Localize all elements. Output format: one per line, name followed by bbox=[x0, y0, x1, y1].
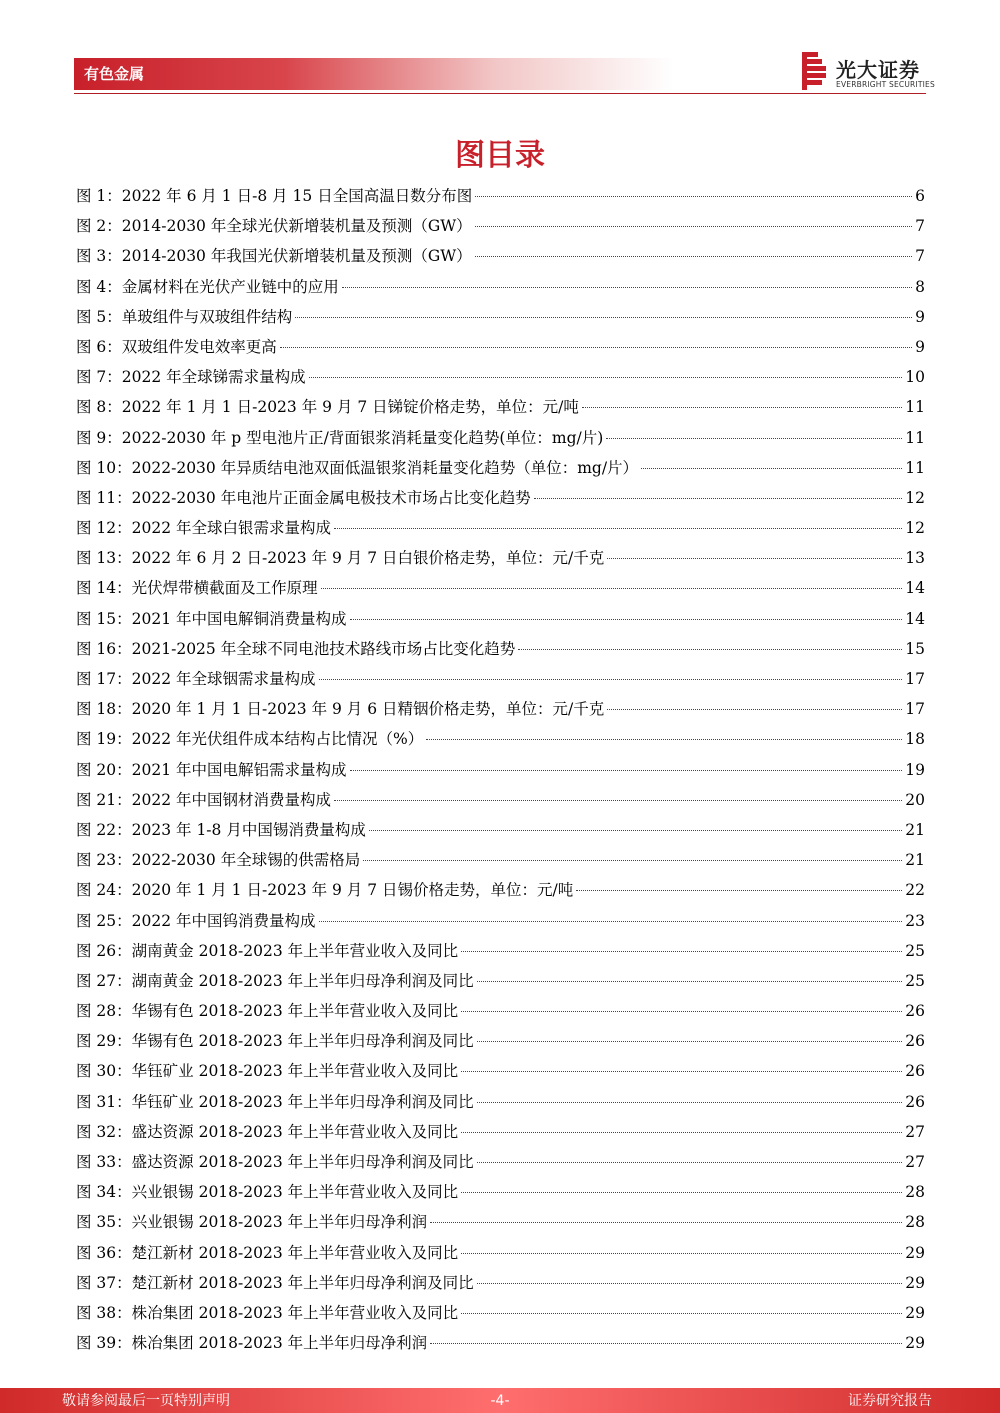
toc-entry[interactable] bbox=[76, 1268, 925, 1298]
toc-entry-title[interactable]: 图 13：2022 年 6 月 2 日-2023 年 9 月 7 日白银价格走势，单位：元/千克 bbox=[76, 549, 605, 568]
toc-dot-leader bbox=[295, 317, 912, 318]
toc-dot-leader bbox=[430, 1343, 902, 1344]
toc-entry[interactable] bbox=[76, 755, 925, 785]
toc-entry-page[interactable]: 18 bbox=[905, 730, 925, 749]
toc-entry[interactable] bbox=[76, 241, 925, 271]
toc-entry[interactable] bbox=[76, 362, 925, 392]
toc-dot-leader bbox=[334, 800, 902, 801]
toc-entry-page[interactable]: 29 bbox=[905, 1334, 925, 1353]
toc-entry-title[interactable]: 图 16：2021-2025 年全球不同电池技术路线市场占比变化趋势 bbox=[76, 639, 516, 658]
toc-dot-leader bbox=[369, 830, 902, 831]
toc-entry[interactable] bbox=[76, 966, 925, 996]
logo-text-cn: 光大证券 bbox=[836, 58, 920, 82]
section-label: 有色金属 bbox=[84, 65, 145, 83]
toc-entry[interactable] bbox=[76, 483, 925, 513]
toc-dot-leader bbox=[461, 951, 902, 952]
toc-entry[interactable] bbox=[76, 694, 925, 724]
toc-entry-page[interactable]: 12 bbox=[905, 519, 925, 538]
toc-entry-title[interactable]: 图 28：华锡有色 2018-2023 年上半年营业收入及同比 bbox=[76, 1002, 459, 1021]
toc-entry-title[interactable]: 图 4：金属材料在光伏产业链中的应用 bbox=[76, 277, 339, 296]
toc-entry[interactable] bbox=[76, 272, 925, 302]
toc-entry[interactable] bbox=[76, 845, 925, 875]
toc-entry-title[interactable]: 图 21：2022 年中国钢材消费量构成 bbox=[76, 790, 332, 809]
toc-dot-leader bbox=[426, 739, 902, 740]
toc-dot-leader bbox=[475, 256, 912, 257]
toc-entry-title[interactable]: 图 35：兴业银锡 2018-2023 年上半年归母净利润 bbox=[76, 1213, 428, 1232]
toc-entry-title[interactable]: 图 7：2022 年全球锑需求量构成 bbox=[76, 368, 306, 387]
toc-entry-title[interactable]: 图 2：2014-2030 年全球光伏新增装机量及预测（GW） bbox=[76, 217, 472, 236]
toc-entry-page[interactable]: 11 bbox=[905, 458, 925, 477]
toc-entry-title[interactable]: 图 6：双玻组件发电效率更高 bbox=[76, 337, 277, 356]
page-title: 图目录 bbox=[455, 138, 545, 173]
toc-entry-title[interactable]: 图 10：2022-2030 年异质结电池双面低温银浆消耗量变化趋势（单位：mg/片） bbox=[76, 458, 639, 477]
toc-entry[interactable] bbox=[76, 936, 925, 966]
toc-entry-page[interactable]: 13 bbox=[905, 549, 925, 568]
toc-dot-leader bbox=[319, 921, 903, 922]
toc-entry-page[interactable]: 11 bbox=[905, 398, 925, 417]
toc-dot-leader bbox=[342, 287, 912, 288]
toc-entry-title[interactable]: 图 30：华钰矿业 2018-2023 年上半年营业收入及同比 bbox=[76, 1062, 459, 1081]
toc-entry-page[interactable]: 6 bbox=[915, 187, 925, 205]
toc-entry[interactable] bbox=[76, 513, 925, 543]
toc-dot-leader bbox=[350, 770, 903, 771]
toc-entry-page[interactable]: 28 bbox=[905, 1183, 925, 1202]
toc-entry-title[interactable]: 图 12：2022 年全球白银需求量构成 bbox=[76, 519, 332, 538]
toc-entry-title[interactable]: 图 20：2021 年中国电解铝需求量构成 bbox=[76, 760, 347, 779]
toc-entry-page[interactable]: 8 bbox=[915, 277, 925, 296]
toc-entry[interactable] bbox=[76, 1328, 925, 1358]
toc-dot-leader bbox=[461, 1071, 902, 1072]
toc-entry[interactable] bbox=[76, 1087, 925, 1117]
toc-dot-leader bbox=[477, 981, 903, 982]
toc-entry-page[interactable]: 11 bbox=[905, 428, 925, 447]
toc-dot-leader bbox=[475, 226, 912, 227]
figure-toc-list bbox=[76, 181, 925, 1358]
toc-entry[interactable] bbox=[76, 604, 925, 634]
toc-entry-title[interactable]: 图 33：盛达资源 2018-2023 年上半年归母净利润及同比 bbox=[76, 1153, 474, 1171]
toc-entry[interactable] bbox=[76, 211, 925, 241]
toc-entry[interactable] bbox=[76, 573, 925, 603]
toc-entry-page[interactable]: 26 bbox=[905, 1002, 925, 1021]
footer-disclaimer: 敬请参阅最后一页特别声明 bbox=[62, 1393, 230, 1409]
toc-entry-page[interactable]: 28 bbox=[905, 1213, 925, 1232]
toc-dot-leader bbox=[321, 588, 903, 589]
toc-dot-leader bbox=[477, 1102, 903, 1103]
toc-entry[interactable] bbox=[76, 1117, 925, 1147]
toc-entry-title[interactable]: 图 8：2022 年 1 月 1 日-2023 年 9 月 7 日锑锭价格走势，单位：元/吨 bbox=[76, 398, 579, 417]
toc-entry-page[interactable]: 23 bbox=[905, 911, 925, 930]
toc-entry-title[interactable]: 图 32：盛达资源 2018-2023 年上半年营业收入及同比 bbox=[76, 1122, 459, 1141]
toc-entry-title[interactable]: 图 36：楚江新材 2018-2023 年上半年营业收入及同比 bbox=[76, 1243, 459, 1262]
toc-entry-title[interactable]: 图 14：光伏焊带横截面及工作原理 bbox=[76, 579, 318, 598]
toc-entry-page[interactable]: 26 bbox=[905, 1062, 925, 1081]
toc-entry-page[interactable]: 29 bbox=[905, 1273, 925, 1292]
toc-dot-leader bbox=[461, 1132, 902, 1133]
toc-entry[interactable] bbox=[76, 392, 925, 422]
toc-entry-title[interactable]: 图 24：2020 年 1 月 1 日-2023 年 9 月 7 日锡价格走势，单位：元/吨 bbox=[76, 881, 574, 900]
toc-entry[interactable] bbox=[76, 875, 925, 905]
toc-dot-leader bbox=[334, 528, 902, 529]
toc-entry-title[interactable]: 图 27：湖南黄金 2018-2023 年上半年归母净利润及同比 bbox=[76, 971, 474, 990]
header-rule bbox=[74, 93, 926, 94]
toc-entry[interactable] bbox=[76, 1238, 925, 1268]
toc-entry-page[interactable]: 27 bbox=[905, 1122, 925, 1141]
toc-entry-title[interactable]: 图 1：2022 年 6 月 1 日-8 月 15 日全国高温日数分布图 bbox=[76, 187, 473, 205]
toc-entry-page[interactable]: 14 bbox=[905, 609, 925, 628]
toc-entry-title[interactable]: 图 17：2022 年全球铟需求量构成 bbox=[76, 670, 316, 688]
toc-entry-page[interactable]: 7 bbox=[915, 217, 925, 236]
toc-entry-page[interactable]: 9 bbox=[915, 337, 925, 356]
toc-entry-page[interactable]: 7 bbox=[915, 247, 925, 266]
toc-entry-page[interactable]: 17 bbox=[905, 670, 925, 688]
toc-dot-leader bbox=[477, 1283, 903, 1284]
toc-entry[interactable] bbox=[76, 785, 925, 815]
toc-entry-page[interactable]: 25 bbox=[905, 941, 925, 960]
toc-entry[interactable] bbox=[76, 1298, 925, 1328]
toc-dot-leader bbox=[309, 377, 903, 378]
toc-entry-title[interactable]: 图 11：2022-2030 年电池片正面金属电极技术市场占比变化趋势 bbox=[76, 488, 531, 507]
toc-entry-page[interactable]: 21 bbox=[905, 820, 925, 839]
toc-dot-leader bbox=[534, 498, 903, 499]
toc-entry[interactable] bbox=[76, 724, 925, 754]
toc-entry-title[interactable]: 图 34：兴业银锡 2018-2023 年上半年营业收入及同比 bbox=[76, 1183, 459, 1202]
toc-entry[interactable] bbox=[76, 423, 925, 453]
toc-entry-title[interactable]: 图 19：2022 年光伏组件成本结构占比情况（%） bbox=[76, 730, 424, 749]
toc-entry-title[interactable]: 图 18：2020 年 1 月 1 日-2023 年 9 月 6 日精铟价格走势，单位：元/千克 bbox=[76, 700, 605, 719]
toc-entry-title[interactable]: 图 31：华钰矿业 2018-2023 年上半年归母净利润及同比 bbox=[76, 1092, 474, 1111]
toc-dot-leader bbox=[576, 890, 902, 891]
toc-entry[interactable] bbox=[76, 543, 925, 573]
toc-dot-leader bbox=[475, 196, 912, 197]
toc-entry-page[interactable]: 14 bbox=[905, 579, 925, 598]
toc-entry-page[interactable]: 27 bbox=[905, 1153, 925, 1171]
toc-entry-page[interactable]: 29 bbox=[905, 1243, 925, 1262]
toc-dot-leader bbox=[641, 468, 902, 469]
toc-dot-leader bbox=[430, 1222, 902, 1223]
toc-entry[interactable] bbox=[76, 906, 925, 936]
toc-entry[interactable] bbox=[76, 634, 925, 664]
toc-entry-title[interactable]: 图 23：2022-2030 年全球锡的供需格局 bbox=[76, 851, 361, 870]
toc-entry-page[interactable]: 29 bbox=[905, 1303, 925, 1322]
toc-entry[interactable] bbox=[76, 996, 925, 1026]
toc-entry-page[interactable]: 19 bbox=[905, 760, 925, 779]
toc-entry-title[interactable]: 图 26：湖南黄金 2018-2023 年上半年营业收入及同比 bbox=[76, 941, 459, 960]
toc-dot-leader bbox=[582, 407, 902, 408]
toc-dot-leader bbox=[607, 558, 902, 559]
toc-dot-leader bbox=[461, 1192, 902, 1193]
toc-entry-page[interactable]: 26 bbox=[905, 1032, 925, 1051]
toc-entry-page[interactable]: 15 bbox=[905, 639, 925, 658]
toc-entry[interactable] bbox=[76, 1026, 925, 1056]
toc-entry-title[interactable]: 图 9：2022-2030 年 p 型电池片正/背面银浆消耗量变化趋势(单位：mg/片) bbox=[76, 428, 604, 447]
toc-entry[interactable] bbox=[76, 1177, 925, 1207]
page-number: -4- bbox=[490, 1393, 510, 1409]
toc-entry-page[interactable]: 17 bbox=[905, 700, 925, 719]
toc-entry-title[interactable]: 图 22：2023 年 1-8 月中国锡消费量构成 bbox=[76, 820, 366, 839]
logo-text-en: EVERBRIGHT SECURITIES bbox=[836, 80, 935, 89]
toc-dot-leader bbox=[461, 1313, 902, 1314]
toc-dot-leader bbox=[350, 619, 903, 620]
toc-dot-leader bbox=[606, 438, 902, 439]
toc-dot-leader bbox=[280, 347, 912, 348]
everbright-logo-icon bbox=[800, 52, 830, 90]
toc-entry-page[interactable]: 22 bbox=[905, 881, 925, 900]
toc-entry[interactable] bbox=[76, 453, 925, 483]
toc-dot-leader bbox=[477, 1162, 903, 1163]
toc-dot-leader bbox=[461, 1011, 902, 1012]
toc-entry-page[interactable]: 26 bbox=[905, 1092, 925, 1111]
toc-entry[interactable] bbox=[76, 815, 925, 845]
toc-entry[interactable] bbox=[76, 1056, 925, 1086]
toc-entry[interactable] bbox=[76, 1207, 925, 1237]
toc-dot-leader bbox=[363, 860, 902, 861]
header-band bbox=[74, 58, 674, 90]
toc-dot-leader bbox=[607, 709, 902, 710]
toc-entry-page[interactable]: 25 bbox=[905, 971, 925, 990]
toc-entry[interactable] bbox=[76, 664, 925, 694]
toc-dot-leader bbox=[461, 1253, 902, 1254]
toc-entry[interactable] bbox=[76, 1147, 925, 1177]
toc-entry-page[interactable]: 10 bbox=[905, 368, 925, 387]
toc-entry[interactable] bbox=[76, 332, 925, 362]
toc-entry-page[interactable]: 20 bbox=[905, 790, 925, 809]
toc-entry-title[interactable]: 图 25：2022 年中国钨消费量构成 bbox=[76, 911, 316, 930]
toc-dot-leader bbox=[477, 1041, 903, 1042]
toc-entry[interactable] bbox=[76, 181, 925, 211]
toc-entry-title[interactable]: 图 29：华锡有色 2018-2023 年上半年归母净利润及同比 bbox=[76, 1032, 474, 1051]
toc-entry-page[interactable]: 9 bbox=[915, 307, 925, 326]
toc-dot-leader bbox=[319, 679, 903, 680]
toc-entry-title[interactable]: 图 39：株冶集团 2018-2023 年上半年归母净利润 bbox=[76, 1334, 428, 1353]
toc-entry-title[interactable]: 图 37：楚江新材 2018-2023 年上半年归母净利润及同比 bbox=[76, 1273, 474, 1292]
footer-report-type: 证券研究报告 bbox=[848, 1393, 932, 1409]
toc-entry[interactable] bbox=[76, 302, 925, 332]
toc-entry-page[interactable]: 21 bbox=[905, 851, 925, 870]
toc-entry-page[interactable]: 12 bbox=[905, 488, 925, 507]
company-logo bbox=[800, 52, 935, 92]
toc-entry-title[interactable]: 图 3：2014-2030 年我国光伏新增装机量及预测（GW） bbox=[76, 247, 472, 266]
toc-dot-leader bbox=[518, 649, 902, 650]
toc-entry-title[interactable]: 图 5：单玻组件与双玻组件结构 bbox=[76, 307, 293, 326]
toc-entry-title[interactable]: 图 38：株冶集团 2018-2023 年上半年营业收入及同比 bbox=[76, 1303, 459, 1322]
toc-entry-title[interactable]: 图 15：2021 年中国电解铜消费量构成 bbox=[76, 609, 347, 628]
